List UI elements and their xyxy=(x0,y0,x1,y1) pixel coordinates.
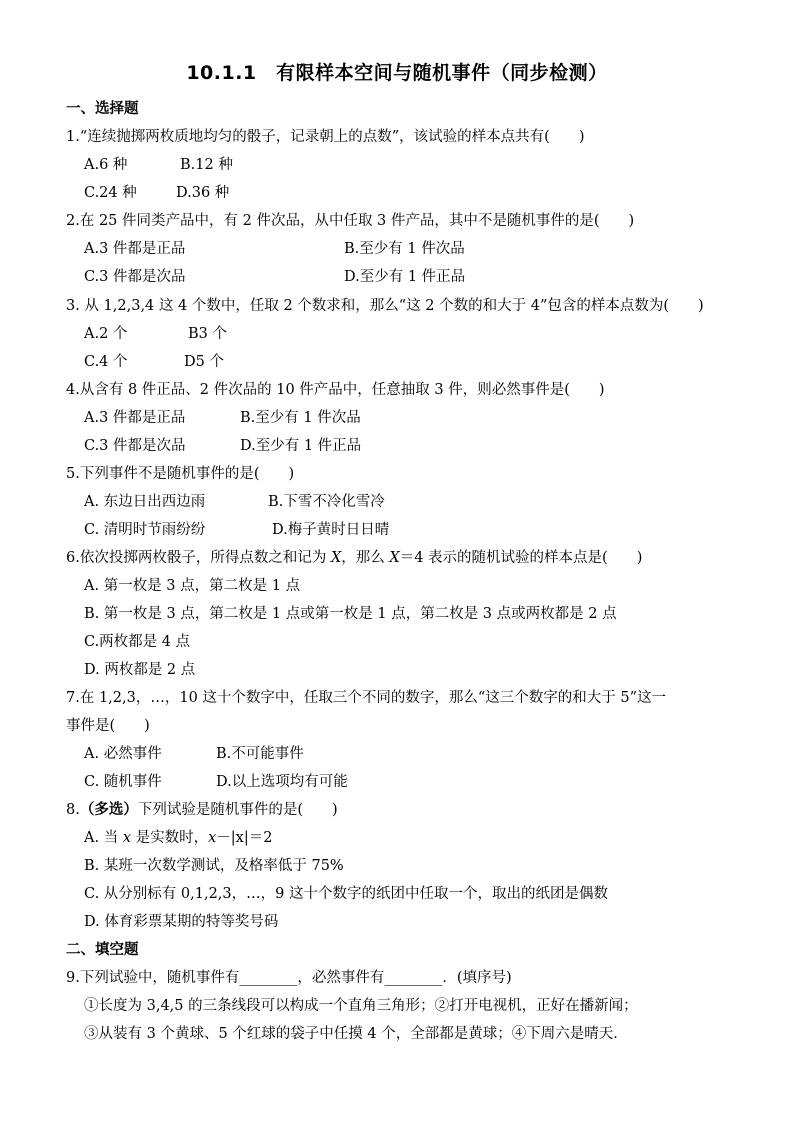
q8-option-b: B. 某班一次数学测试，及格率低于 75% xyxy=(84,858,344,874)
q4-option-b: B.至少有 1 件次品 xyxy=(240,410,361,426)
q6-stem-part: 6.依次投掷两枚骰子，所得点数之和记为 xyxy=(66,550,331,566)
q2-option-a: A.3 件都是正品 xyxy=(84,241,186,257)
q1-option-b: B.12 种 xyxy=(180,157,233,173)
q3-option-a: A.2 个 xyxy=(84,326,128,342)
question-7-line1: 7.在 1,2,3，…，10 这十个数字中，任取三个不同的数字，那么“这三个数字的和大于 5”这一 xyxy=(66,690,667,706)
section-heading-choice: 一、选择题 xyxy=(66,100,139,117)
q4-option-c: C.3 件都是次品 xyxy=(84,438,186,454)
q7-option-b: B.不可能事件 xyxy=(216,746,304,762)
q9-statement-line2: ③从装有 3 个黄球、5 个红球的袋子中任摸 4 个，全部都是黄球；④下周六是晴天． xyxy=(84,1026,628,1042)
q6-variable: X xyxy=(389,550,400,566)
q8-a-part: －|x|＝2 xyxy=(216,830,273,846)
q8-option-a xyxy=(84,828,272,848)
q7-option-d: D.以上选项均有可能 xyxy=(216,774,348,790)
q2-option-d: D.至少有 1 件正品 xyxy=(344,269,466,285)
q6-stem-part: ＝4 表示的随机试验的样本点是( ) xyxy=(399,550,643,566)
section-heading-fill-blank: 二、填空题 xyxy=(66,941,139,958)
q8-option-c: C. 从分别标有 0,1,2,3，…，9 这十个数字的纸团中任取一个，取出的纸团是偶数 xyxy=(84,886,608,902)
q5-option-d: D.梅子黄时日日晴 xyxy=(272,522,390,538)
question-1: 1.“连续抛掷两枚质地均匀的骰子，记录朝上的点数”，该试验的样本点共有( ) xyxy=(66,129,585,145)
question-3: 3. 从 1,2,3,4 这 4 个数中，任取 2 个数求和，那么“这 2 个数的和大于 4”包含的样本点数为( ) xyxy=(66,298,704,314)
q5-option-b: B.下雪不冷化雪冷 xyxy=(268,494,385,510)
question-7-line2: 事件是( ) xyxy=(66,718,150,734)
q4-option-a: A.3 件都是正品 xyxy=(84,410,186,426)
q3-option-b: B3 个 xyxy=(188,326,227,342)
q2-option-b: B.至少有 1 件次品 xyxy=(344,241,465,257)
q3-option-c: C.4 个 xyxy=(84,354,128,370)
q8-option-d: D. 体育彩票某期的特等奖号码 xyxy=(84,914,279,930)
q8-variable: x xyxy=(208,830,217,846)
q8-a-part: A. 当 xyxy=(84,830,123,846)
page-title: 10.1.1 有限样本空间与随机事件（同步检测） xyxy=(186,62,608,84)
q1-option-a: A.6 种 xyxy=(84,157,128,173)
q6-variable: X xyxy=(330,550,342,566)
q6-option-c: C.两枚都是 4 点 xyxy=(84,634,191,650)
q4-option-d: D.至少有 1 件正品 xyxy=(240,438,362,454)
question-2: 2.在 25 件同类产品中，有 2 件次品，从中任取 3 件产品，其中不是随机事件的是( ) xyxy=(66,213,635,229)
q3-option-d: D5 个 xyxy=(184,354,224,370)
q8-number: 8. xyxy=(66,802,80,818)
q8-multi-select-tag: （多选） xyxy=(79,801,138,818)
q1-option-d: D.36 种 xyxy=(176,185,230,201)
q2-option-c: C.3 件都是次品 xyxy=(84,269,186,285)
q6-option-b: B. 第一枚是 3 点，第二枚是 1 点或第一枚是 1 点，第二枚是 3 点或两枚都是 2 点 xyxy=(84,606,617,622)
question-5: 5.下列事件不是随机事件的是( ) xyxy=(66,466,295,482)
q1-option-c: C.24 种 xyxy=(84,185,137,201)
q6-stem-part: ，那么 xyxy=(341,550,390,566)
question-6 xyxy=(66,548,642,568)
q8-stem: 下列试验是随机事件的是( ) xyxy=(137,802,338,818)
q7-option-c: C. 随机事件 xyxy=(84,774,162,790)
q5-option-a: A. 东边日出西边雨 xyxy=(84,494,206,510)
q8-variable: x xyxy=(122,830,131,846)
q8-a-part: 是实数时， xyxy=(131,830,209,846)
question-4: 4.从含有 8 件正品、2 件次品的 10 件产品中，任意抽取 3 件，则必然事件是( ) xyxy=(66,382,605,398)
question-9: 9.下列试验中，随机事件有________，必然事件有________．(填序号) xyxy=(66,970,512,986)
q5-option-c: C. 清明时节雨纷纷 xyxy=(84,522,206,538)
q9-statement-line1: ①长度为 3,4,5 的三条线段可以构成一个直角三角形；②打开电视机，正好在播新闻； xyxy=(84,998,638,1014)
q7-option-a: A. 必然事件 xyxy=(84,746,162,762)
question-8 xyxy=(66,800,338,820)
q6-option-a: A. 第一枚是 3 点，第二枚是 1 点 xyxy=(84,578,301,594)
q6-option-d: D. 两枚都是 2 点 xyxy=(84,662,196,678)
